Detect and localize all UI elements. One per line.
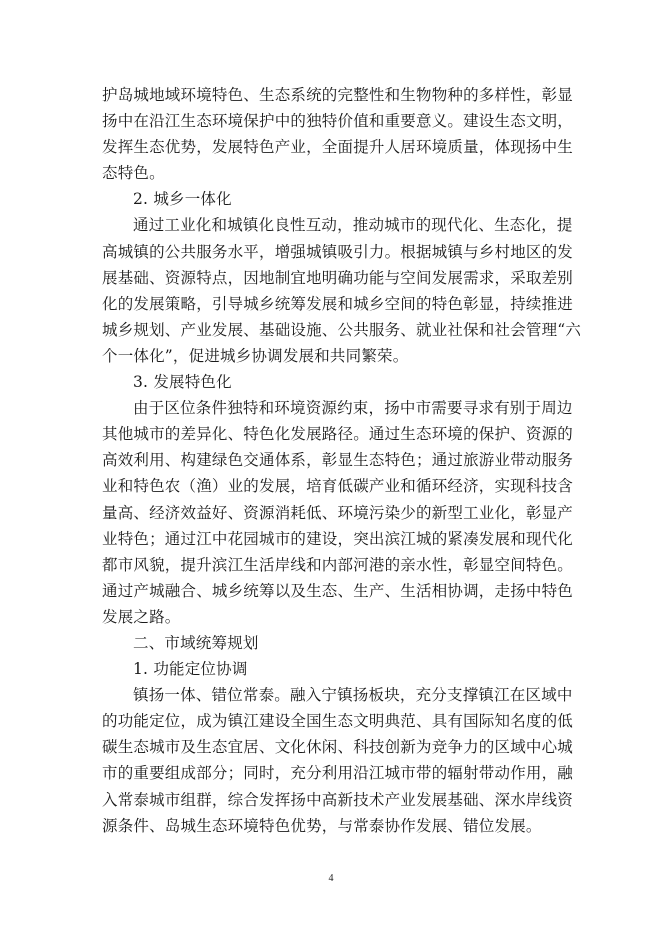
text-line: 的功能定位，成为镇江建设全国生态文明典范、具有国际知名度的低 (102, 712, 574, 731)
text-line: 态特色。 (102, 164, 165, 183)
text-line: 个一体化”，促进城乡协调发展和共同繁荣。 (102, 346, 409, 365)
text-line: 碳生态城市及生态宜居、文化休闲、科技创新为竞争力的区域中心城 (102, 738, 574, 757)
text-line: 市的重要组成部分；同时，充分利用沿江城市带的辐射带动作用，融 (102, 764, 574, 783)
text-line: 发挥生态优势，发展特色产业，全面提升人居环境质量，体现扬中生 (102, 138, 574, 157)
text-line: 发展之路。 (102, 607, 181, 626)
text-line: 源条件、岛城生态环境特色优势，与常泰协作发展、错位发展。 (102, 816, 542, 835)
text-line: 展基础、资源特点，因地制宜地明确功能与空间发展需求，采取差别 (102, 268, 574, 287)
chapter-heading: 二、市域统筹规划 (133, 633, 259, 652)
text-line: 高效利用、构建绿色交通体系，彰显生态特色；通过旅游业带动服务 (102, 451, 574, 470)
text-line: 业特色；通过江中花园城市的建设，突出滨江城的紧凑发展和现代化 (102, 529, 574, 548)
text-line: 高城镇的公共服务水平，增强城镇吸引力。根据城镇与乡村地区的发 (102, 242, 574, 261)
text-line: 其他城市的差异化、特色化发展路径。通过生态环境的保护、资源的 (102, 425, 574, 444)
text-line: 由于区位条件独特和环境资源约束，扬中市需要寻求有别于周边 (133, 399, 573, 418)
text-line: 城乡规划、产业发展、基础设施、公共服务、就业社保和社会管理“六 (102, 320, 582, 339)
section-heading: 1. 功能定位协调 (133, 660, 248, 679)
text-line: 入常泰城市组群，综合发挥扬中高新技术产业发展基础、深水岸线资 (102, 790, 574, 809)
text-line: 化的发展策略，引导城乡统筹发展和城乡空间的特色彰显，持续推进 (102, 294, 574, 313)
text-line: 通过工业化和城镇化良性互动，推动城市的现代化、生态化，提 (133, 216, 573, 235)
page-number: 4 (328, 873, 334, 884)
text-line: 都市风貌，提升滨江生活岸线和内部河港的亲水性，彰显空间特色。 (102, 555, 574, 574)
section-heading: 3. 发展特色化 (133, 373, 232, 392)
text-line: 镇扬一体、错位常泰。融入宁镇扬板块，充分支撑镇江在区域中 (133, 686, 573, 705)
text-line: 扬中在沿江生态环境保护中的独特价值和重要意义。建设生态文明， (102, 112, 574, 131)
text-line: 业和特色农（渔）业的发展，培育低碳产业和循环经济，实现科技含 (102, 477, 574, 496)
text-line: 通过产城融合、城乡统筹以及生态、生产、生活相协调，走扬中特色 (102, 581, 574, 600)
text-line: 量高、经济效益好、资源消耗低、环境污染少的新型工业化，彰显产 (102, 503, 574, 522)
text-line: 护岛城地域环境特色、生态系统的完整性和生物物种的多样性，彰显 (102, 86, 574, 104)
section-heading: 2. 城乡一体化 (133, 190, 232, 209)
document-body (102, 82, 582, 839)
